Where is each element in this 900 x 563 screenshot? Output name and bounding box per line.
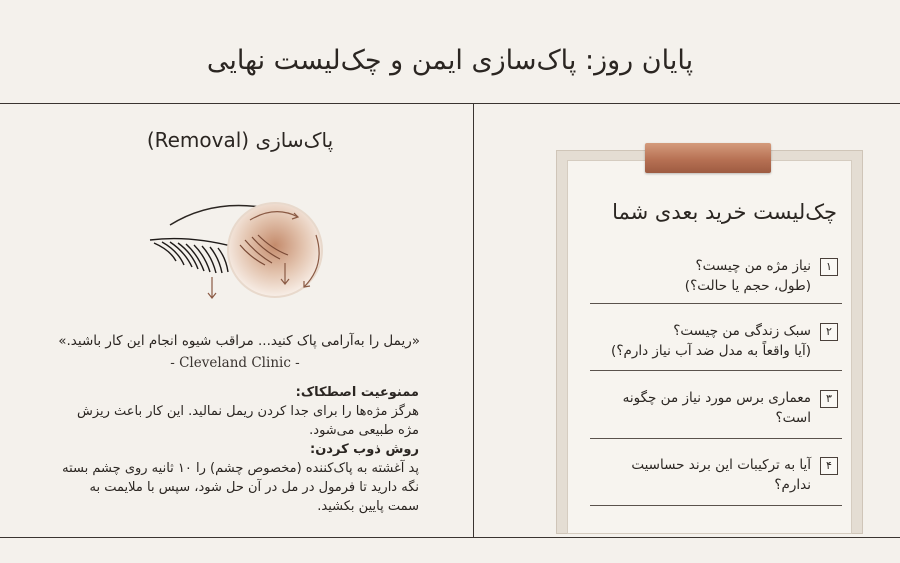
checklist-separator: [590, 505, 842, 506]
removal-heading: پاک‌سازی (Removal): [146, 128, 334, 152]
bottom-divider: [0, 537, 900, 538]
checklist-separator: [590, 438, 842, 439]
eye-removal-illustration: [140, 195, 340, 315]
item-number: ۲: [820, 323, 838, 341]
item-number: ۱: [820, 258, 838, 276]
item-line1: آیا به ترکیبات این برند حساسیت: [631, 457, 811, 473]
checklist-item: [590, 455, 838, 495]
removal-quote: «ریمل را به‌آرامی پاک کنید... مراقب شیوه انجام این کار باشید.»: [58, 333, 420, 349]
quote-source: - Cleveland Clinic -: [170, 355, 300, 371]
item-line1: معماری برس مورد نیاز من چگونه: [622, 390, 811, 406]
item-line2: است؟: [775, 410, 811, 426]
checklist-title: چک‌لیست خرید بعدی شما: [612, 200, 837, 224]
down-arrow-icon: [208, 277, 216, 298]
item-line2: (آیا واقعاً به مدل ضد آب نیاز دارم؟): [611, 343, 811, 359]
column-divider: [473, 103, 474, 537]
item-line1: نیاز مژه من چیست؟: [695, 258, 811, 274]
removal-rules: [55, 383, 419, 516]
checklist-item: [590, 256, 838, 296]
clipboard-clip: [645, 143, 771, 173]
item-line2: ندارم؟: [774, 477, 811, 493]
lashes: [150, 239, 235, 273]
item-number: ۴: [820, 457, 838, 475]
checklist-separator: [590, 370, 842, 371]
item-line2: (طول، حجم یا حالت؟): [684, 278, 811, 294]
checklist-item: [590, 388, 838, 428]
rule2-text: پد آغشته به پاک‌کننده (مخصوص چشم) را ۱۰ ثانیه روی چشم بسته نگه دارید تا فرمول در مل در آن حل شود، سپس با ملایمت به سمت پایین بکشید.: [62, 461, 419, 514]
checklist-separator: [590, 303, 842, 304]
page-title: پایان روز: پاک‌سازی ایمن و چک‌لیست نهایی: [206, 45, 694, 76]
top-divider: [0, 103, 900, 104]
item-number: ۳: [820, 390, 838, 408]
rule1-text: هرگز مژه‌ها را برای جدا کردن ریمل نمالید. این کار باعث ریزش مژه طبیعی می‌شود.: [76, 404, 419, 438]
rule1-heading: ممنوعیت اصطکاک:: [295, 385, 419, 400]
item-line1: سبک زندگی من چیست؟: [673, 323, 811, 339]
rule2-heading: روش ذوب کردن:: [310, 442, 419, 457]
checklist-item: [590, 321, 838, 361]
